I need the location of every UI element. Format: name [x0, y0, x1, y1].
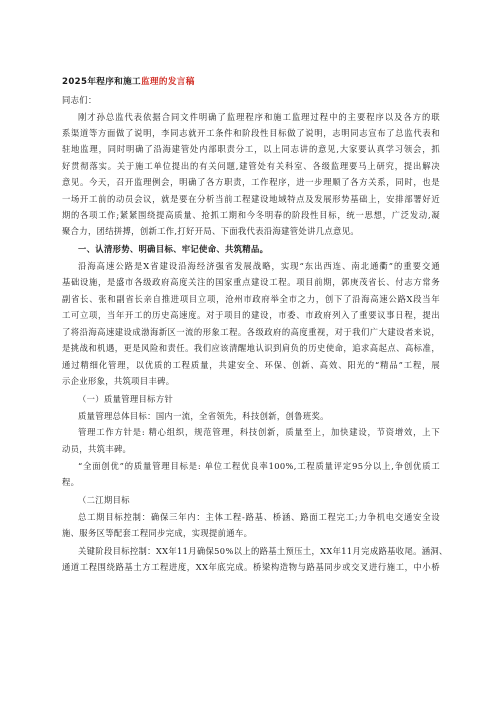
paragraph-line: 程。: [62, 477, 80, 487]
paragraph-line: 动员，共筑丰碑。: [62, 444, 132, 454]
paragraph-line: 施、服务区等配套工程同步完成，实现提前通车。: [62, 528, 253, 538]
paragraph-line: 意见。今天，召开监理例会，明确了各方职责，工作程序，进一步理顺了各方关系，同时，也是: [62, 177, 440, 187]
paragraph-line: 了将沿海高速建设成渤海新区一流的形象工程。各级政府的高度重视，对于我们广大建设者来说，: [62, 327, 440, 337]
paragraph-line: “全面创优”的质量管理目标是: 单位工程优良率100%,工程质量评定95分以上,争创优质工: [78, 461, 440, 471]
paragraph-line: 好贯彻落实。关于施工单位提出的有关问题,建管处有关科室、各级监理要马上研究，提出解决: [62, 161, 440, 171]
title-red: 监理的发言稿: [140, 77, 195, 87]
paragraph-line: 管理工作方针是: 精心组织，规范管理，科技创新，质量至上，加快建设，节资增效，上下: [78, 427, 440, 437]
paragraph-line: 基础设施，是盛市各级政府高度关注的国家重点建设工程。项目前期，郭庚茂省长、付志方常务: [62, 277, 440, 287]
paragraph-line: 期的各项工作;紧紧围绕提高质量、抢抓工期和今冬明春的阶段性目标，统一思想，广泛发动,凝: [62, 210, 440, 220]
paragraph-line: 聚合力，团结拼搏，创新工作,打好开局、下面我代表沿海建管处讲几点意见。: [62, 226, 359, 236]
paragraph-line: 副省长、张和副省长亲自推进项目立项，沧州市政府举全市之力，创下了沿海高速公路X段当年: [62, 294, 440, 304]
salutation: 同志们：: [62, 95, 97, 105]
paragraph-line: 总工期目标控制：确保三年内：主体工程-路基、桥涵、路面工程完工;力争机电交通安全设: [78, 512, 440, 522]
paragraph-line: 一场开工前的动员会议，就是要在分析当前工程建设地域特点及发展形势基础上，安排部署好近: [62, 194, 440, 204]
paragraph-line: 通过精细化管理，以优质的工程质量，共建安全、环保、创新、高效、阳光的“精品”工程，展: [62, 360, 440, 370]
paragraph-line: 示企业形象，共筑项目丰碑。: [62, 376, 175, 386]
title-black: 2025年程序和施工: [62, 77, 141, 87]
section-heading: 一、认清形势、明确目标、牢记使命、共筑精品。: [78, 244, 269, 254]
paragraph-line: 通道工程围绕路基土方工程进度，XX年底完成。桥梁构造物与路基同步或交叉进行施工，中小桥: [62, 562, 440, 572]
paragraph-line: 刚才孙总监代表依据合同文件明确了监理程序和施工监理过程中的主要程序以及各方的联: [78, 112, 440, 122]
paragraph-line: 质量管理总体目标：国内一流，全省领先，科技创新，创鲁班奖。: [78, 411, 329, 421]
subsection-heading: （一）质量管理目标方针: [78, 394, 174, 404]
paragraph-line: 驻地监理，同时明确了沿海建管处内部职责分工，以上同志讲的意见,大家要认真学习领会，抓: [62, 144, 440, 154]
paragraph-line: 系渠道等方面做了说明，李同志就开工条件和阶段性目标做了说明，志明同志宣布了总监代表和: [62, 128, 440, 138]
paragraph-line: 是挑战和机遇，更是风险和责任。我们应该清醒地认识到肩负的历史使命，追求高起点、高标准，: [62, 343, 440, 353]
subsection-heading: （二江期目标: [78, 495, 130, 505]
paragraph-line: 关键阶段目标控制：XX年11月确保50%以上的路基土预压土，XX年11月完成路基收尾。涵洞、: [78, 546, 448, 556]
paragraph-line: 沿海高速公路是X省建设沿海经济强省发展战略，实现“东出西连、南北通衢”的重要交通: [78, 261, 440, 271]
paragraph-line: 工可立项，当年开工的历史高速度。对于项目的建设，市委、市政府列入了重要议事日程，提出: [62, 310, 440, 320]
document-title: [62, 77, 195, 87]
